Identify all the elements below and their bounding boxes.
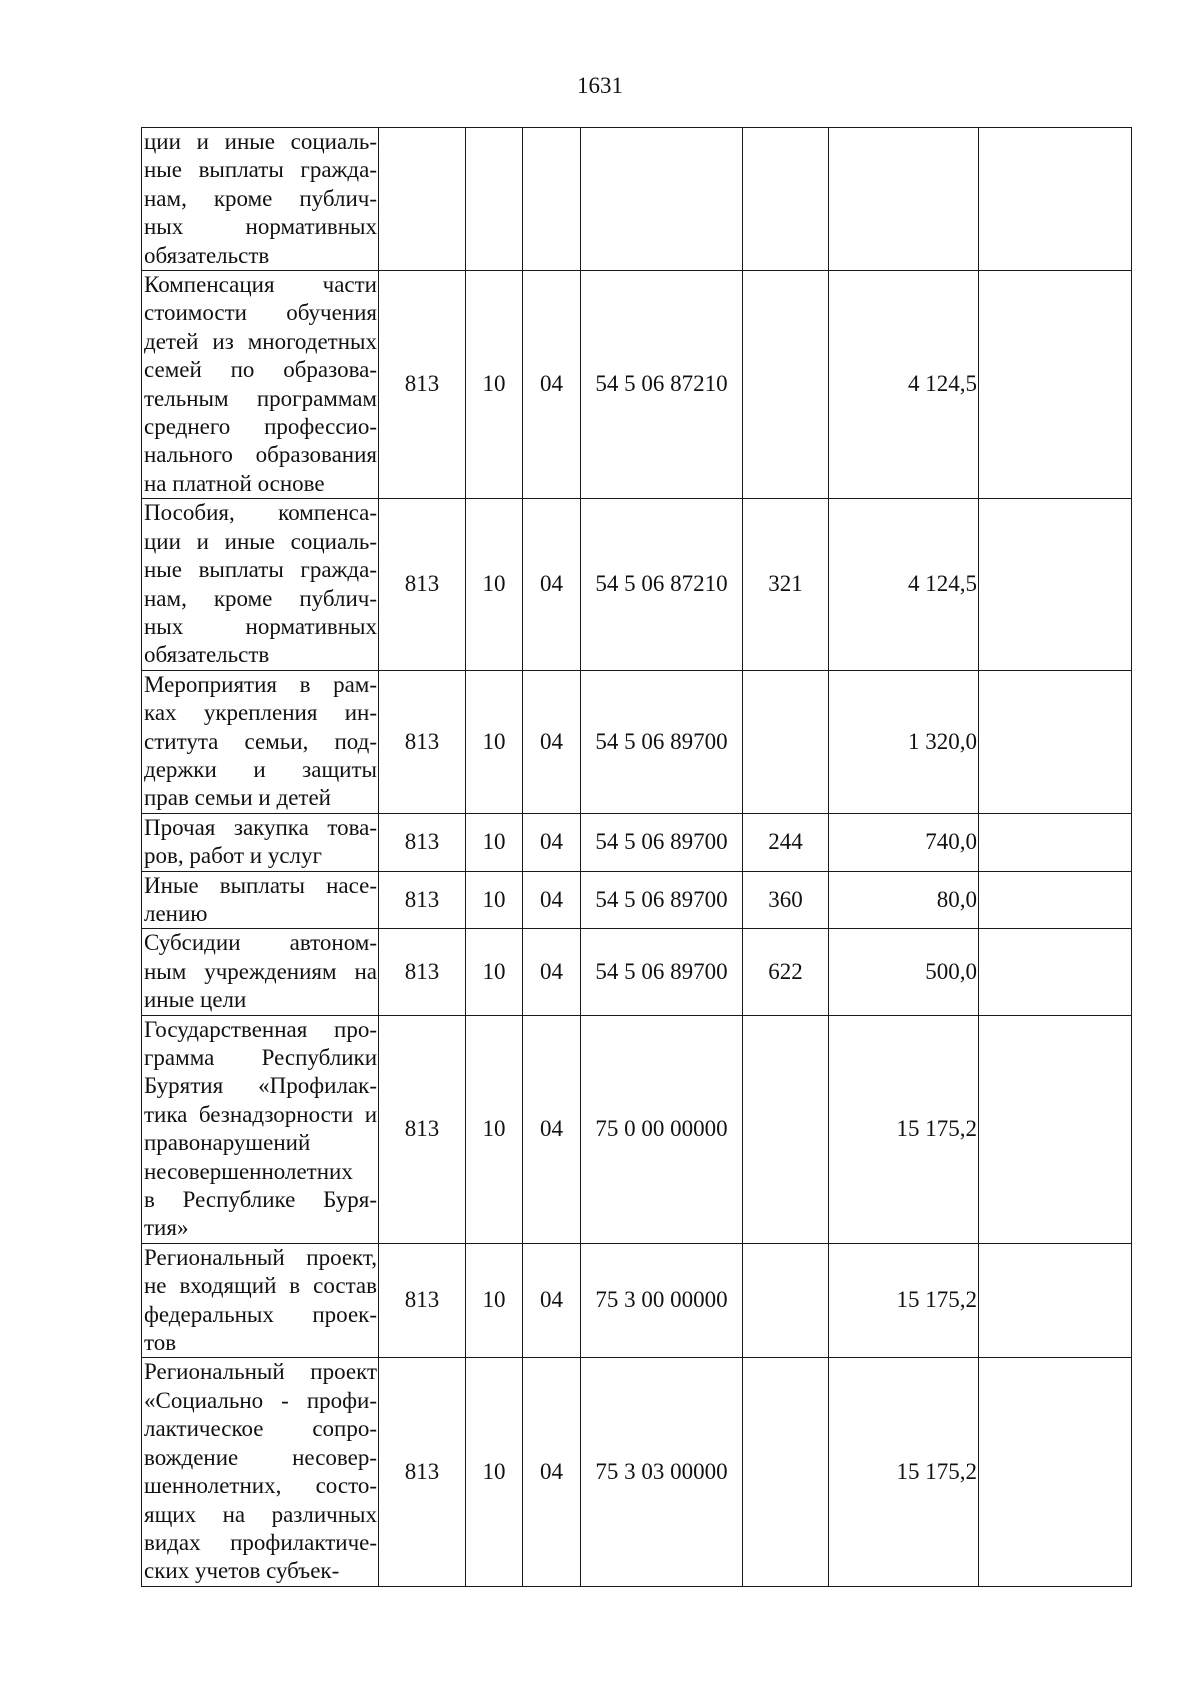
cell-extra — [979, 1243, 1132, 1358]
cell-ved: 813 — [379, 1358, 466, 1586]
description-line: ным учреждениям на — [144, 958, 377, 984]
cell-target-article: 54 5 06 89700 — [581, 813, 743, 871]
description-line: Субсидии автоном- — [144, 930, 377, 956]
description-line: лению — [144, 900, 208, 926]
cell-expense-type — [743, 1358, 829, 1586]
description-line: Региональный проект, — [144, 1244, 377, 1270]
cell-expense-type — [743, 1243, 829, 1358]
description-line: лактическое сопро- — [144, 1416, 377, 1442]
table-row — [142, 1243, 1132, 1358]
cell-description — [142, 1015, 379, 1243]
description-line: грамма Республики — [144, 1045, 377, 1070]
description-line: иные цели — [144, 987, 247, 1013]
description-line: ных нормативных — [144, 613, 377, 639]
description-line: Иные выплаты насе- — [144, 872, 377, 898]
cell-subsection: 04 — [523, 670, 581, 813]
description-line: в Республике Буря- — [144, 1187, 377, 1213]
cell-ved — [379, 128, 466, 271]
cell-section: 10 — [466, 271, 523, 499]
table-body — [142, 128, 1132, 1587]
cell-subsection: 04 — [523, 871, 581, 929]
cell-expense-type — [743, 1015, 829, 1243]
cell-description — [142, 871, 379, 929]
cell-description — [142, 1243, 379, 1358]
cell-subsection: 04 — [523, 1243, 581, 1358]
description-line: на платной основе — [144, 470, 325, 496]
cell-amount: 15 175,2 — [829, 1243, 979, 1358]
table-row — [142, 128, 1132, 271]
cell-section: 10 — [466, 813, 523, 871]
cell-extra — [979, 1358, 1132, 1586]
cell-expense-type: 321 — [743, 499, 829, 670]
cell-amount: 500,0 — [829, 929, 979, 1015]
cell-subsection: 04 — [523, 1358, 581, 1586]
description-line: ции и иные социаль- — [144, 528, 377, 554]
cell-description — [142, 499, 379, 670]
description-line: Прочая закупка това- — [144, 814, 377, 840]
description-line: тика безнадзорности и — [144, 1101, 377, 1127]
description-line: ров, работ и услуг — [144, 843, 322, 869]
description-line: ках укрепления ин- — [144, 700, 377, 726]
cell-extra — [979, 128, 1132, 271]
description-line: нального образования — [144, 442, 377, 468]
cell-subsection: 04 — [523, 271, 581, 499]
cell-extra — [979, 929, 1132, 1015]
description-line: шеннолетних, состо- — [144, 1473, 377, 1499]
description-line: Мероприятия в рам- — [144, 671, 377, 697]
cell-extra — [979, 871, 1132, 929]
description-line: ящих на различных — [144, 1501, 377, 1527]
cell-expense-type: 360 — [743, 871, 829, 929]
description-line: ные выплаты гражда- — [144, 157, 377, 183]
cell-ved: 813 — [379, 813, 466, 871]
table-row — [142, 929, 1132, 1015]
description-line: Компенсация части — [144, 272, 377, 298]
description-line: Региональный проект — [144, 1359, 377, 1385]
cell-target-article: 75 0 00 00000 — [581, 1015, 743, 1243]
cell-extra — [979, 813, 1132, 871]
cell-target-article — [581, 128, 743, 271]
description-line: Пособия, компенса- — [144, 500, 377, 526]
table-row — [142, 670, 1132, 813]
cell-ved: 813 — [379, 871, 466, 929]
cell-expense-type: 622 — [743, 929, 829, 1015]
cell-extra — [979, 271, 1132, 499]
description-line: вождение несовер- — [144, 1444, 377, 1470]
cell-description — [142, 670, 379, 813]
page-number: 1631 — [577, 73, 623, 98]
description-line: нам, кроме публич- — [144, 185, 377, 211]
cell-extra — [979, 499, 1132, 670]
description-line: федеральных проек- — [144, 1301, 377, 1327]
cell-target-article: 75 3 00 00000 — [581, 1243, 743, 1358]
description-line: «Социально - профи- — [144, 1387, 377, 1413]
cell-description — [142, 929, 379, 1015]
cell-description — [142, 271, 379, 499]
description-line: Государственная про- — [144, 1016, 377, 1042]
cell-amount — [829, 128, 979, 271]
description-line: правонарушений — [144, 1130, 311, 1156]
cell-amount: 80,0 — [829, 871, 979, 929]
cell-expense-type — [743, 670, 829, 813]
cell-section: 10 — [466, 871, 523, 929]
cell-extra — [979, 1015, 1132, 1243]
table-row — [142, 1015, 1132, 1243]
cell-ved: 813 — [379, 670, 466, 813]
description-line: среднего профессио- — [144, 414, 377, 440]
cell-expense-type — [743, 271, 829, 499]
cell-subsection: 04 — [523, 813, 581, 871]
description-line: прав семьи и детей — [144, 785, 331, 811]
cell-description — [142, 813, 379, 871]
table-row — [142, 1358, 1132, 1586]
description-line: держки и защиты — [144, 756, 377, 782]
description-line: видах профилактиче- — [144, 1529, 377, 1555]
description-line: тов — [144, 1330, 177, 1356]
cell-ved: 813 — [379, 1243, 466, 1358]
description-line: ции и иные социаль- — [144, 129, 377, 154]
cell-subsection: 04 — [523, 499, 581, 670]
cell-subsection: 04 — [523, 929, 581, 1015]
description-line: ститута семьи, под- — [144, 728, 377, 754]
cell-section — [466, 128, 523, 271]
cell-amount: 740,0 — [829, 813, 979, 871]
description-line: ных нормативных — [144, 214, 377, 240]
table-row — [142, 499, 1132, 670]
table-row — [142, 871, 1132, 929]
description-line: детей из многодетных — [144, 328, 377, 354]
description-line: не входящий в состав — [144, 1273, 377, 1299]
cell-section: 10 — [466, 929, 523, 1015]
cell-amount: 4 124,5 — [829, 271, 979, 499]
description-line: Бурятия «Профилак- — [144, 1073, 377, 1099]
description-line: нам, кроме публич- — [144, 585, 377, 611]
cell-section: 10 — [466, 1358, 523, 1586]
cell-target-article: 75 3 03 00000 — [581, 1358, 743, 1586]
table-row — [142, 271, 1132, 499]
cell-subsection — [523, 128, 581, 271]
description-line: тельным программам — [144, 385, 377, 411]
cell-subsection: 04 — [523, 1015, 581, 1243]
cell-amount: 15 175,2 — [829, 1358, 979, 1586]
cell-ved: 813 — [379, 271, 466, 499]
cell-target-article: 54 5 06 87210 — [581, 499, 743, 670]
cell-amount: 15 175,2 — [829, 1015, 979, 1243]
cell-ved: 813 — [379, 1015, 466, 1243]
cell-section: 10 — [466, 670, 523, 813]
cell-description — [142, 1358, 379, 1586]
description-line: стоимости обучения — [144, 300, 377, 326]
cell-expense-type — [743, 128, 829, 271]
table-row — [142, 813, 1132, 871]
cell-amount: 4 124,5 — [829, 499, 979, 670]
cell-ved: 813 — [379, 499, 466, 670]
cell-section: 10 — [466, 499, 523, 670]
description-line: ских учетов субъек- — [144, 1558, 340, 1584]
cell-description — [142, 128, 379, 271]
cell-amount: 1 320,0 — [829, 670, 979, 813]
cell-ved: 813 — [379, 929, 466, 1015]
cell-target-article: 54 5 06 89700 — [581, 670, 743, 813]
description-line: обязательств — [144, 242, 270, 268]
description-line: ные выплаты гражда- — [144, 557, 377, 583]
description-line: обязательств — [144, 642, 270, 668]
cell-expense-type: 244 — [743, 813, 829, 871]
cell-target-article: 54 5 06 87210 — [581, 271, 743, 499]
cell-target-article: 54 5 06 89700 — [581, 929, 743, 1015]
cell-section: 10 — [466, 1015, 523, 1243]
cell-target-article: 54 5 06 89700 — [581, 871, 743, 929]
description-line: тия» — [144, 1215, 189, 1241]
cell-section: 10 — [466, 1243, 523, 1358]
description-line: несовершеннолетних — [144, 1158, 353, 1184]
description-line: семей по образова- — [144, 357, 377, 383]
budget-table — [141, 127, 1132, 1587]
cell-extra — [979, 670, 1132, 813]
